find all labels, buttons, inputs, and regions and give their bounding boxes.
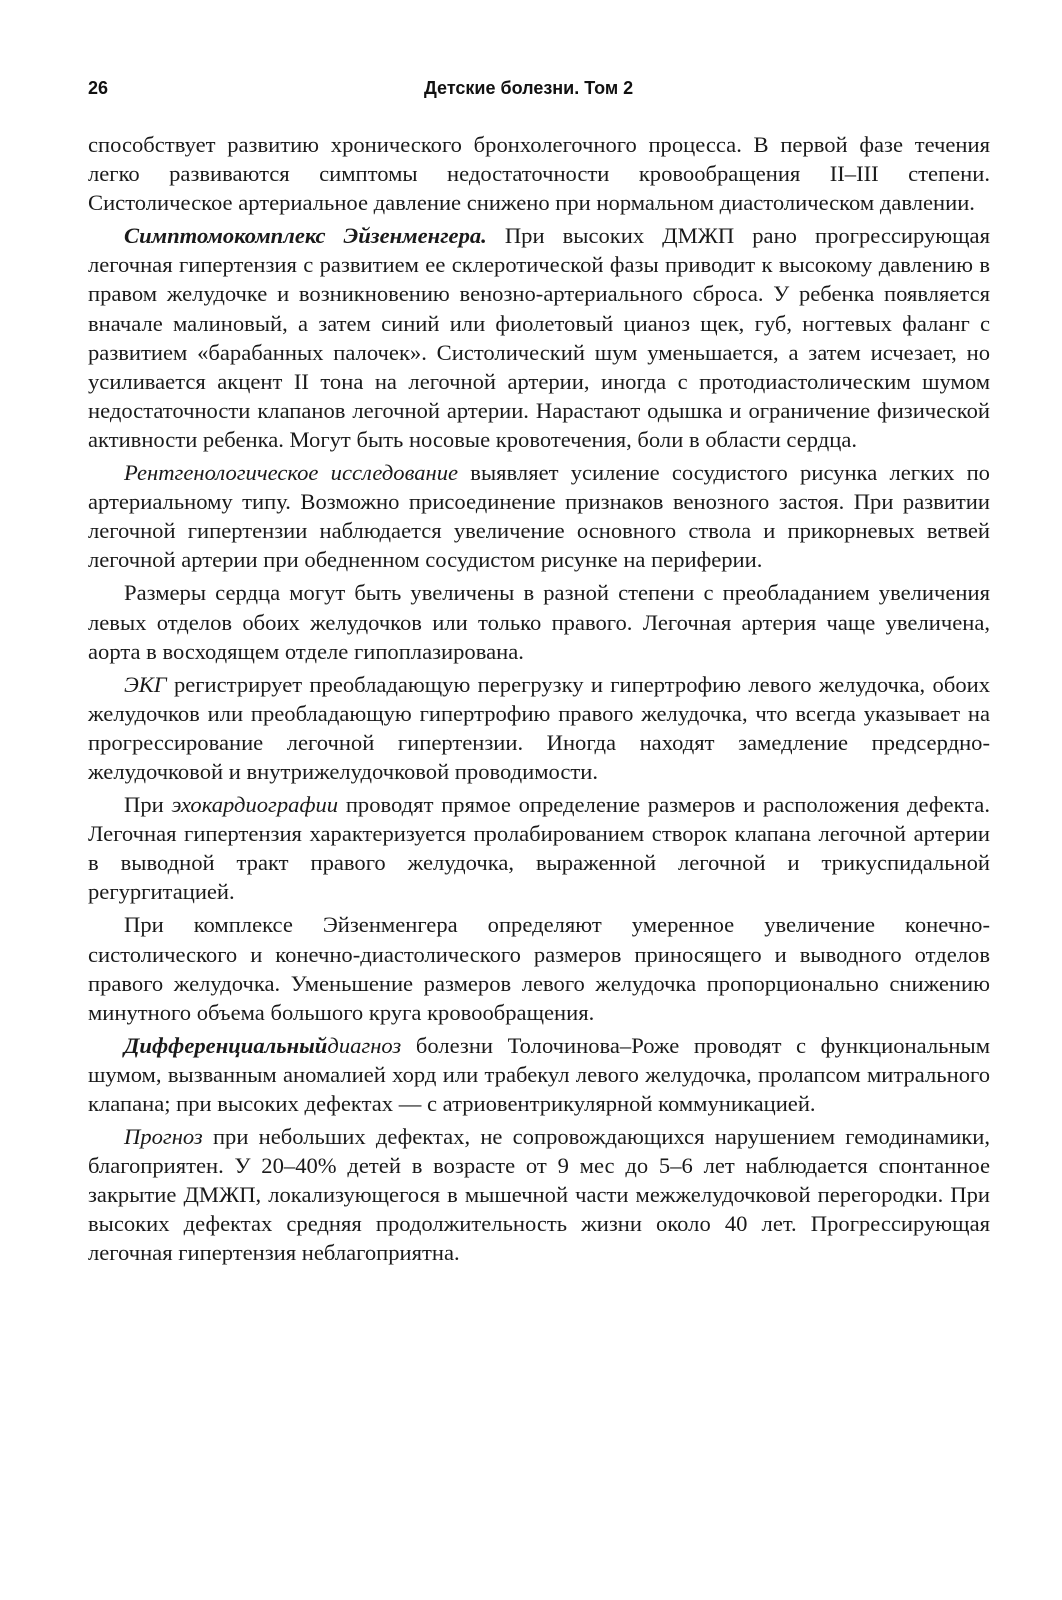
paragraph-ecg: [88, 670, 990, 786]
paragraph-text: способствует развитию хронического бронхолегочного процесса. В первой фазе течения легко развиваются симптомы недостаточности кровообращения II–III степени. Систолическое артериальное давление снижено при нормальном диастолическом давлении.: [88, 132, 990, 216]
paragraph-text: проводят прямое определение размеров и расположения дефекта. Легочная гипертензия характеризуется пролабированием створок клапана легочной артерии в выводной тракт правого желудочка, выраженной легочной и трикуспидальной регургитацией.: [88, 792, 990, 905]
paragraph-text: регистрирует преобладающую перегрузку и гипертрофию левого желудочка, обоих желудочков или преобладающую гипертрофию правого желудочка, что всегда указывает на прогрессирование легочной гипертензии. Иногда находят замедление предсердно-желудочковой и внутрижелудочковой проводимости.: [88, 671, 990, 784]
paragraph-lead: Прогноз: [124, 1124, 203, 1150]
paragraph-text: при небольших дефектах, не сопровождающихся нарушением гемодинамики, благоприятен. У 20–40% детей в возрасте от 9 мес до 5–6 лет наблюдается спонтанное закрытие ДМЖП, локализующегося в мышечной части межжелудочковой перегородки. При высоких дефектах средняя продолжительность жизни около 40 лет. Прогрессирующая легочная гипертензия неблагоприятна.: [88, 1124, 990, 1266]
paragraph-lead-2: диагноз: [327, 1032, 402, 1058]
paragraph-text: выявляет усиление сосудистого рисунка легких по артериальному типу. Возможно присоединение признаков венозного застоя. При развитии легочной гипертензии наблюдается увеличение основного ствола и прикорневых ветвей легочной артерии при обедненном сосудистом рисунке на периферии.: [88, 460, 990, 573]
paragraph-text: Размеры сердца могут быть увеличены в разной степени с преобладанием увеличения левых отделов обоих желудочков или только правого. Легочная артерия чаще увеличена, аорта в восходящем отделе гипоплазирована.: [88, 580, 990, 664]
paragraph-lead: эхокардиографии: [171, 792, 339, 818]
paragraph-text: При высоких ДМЖП рано прогрессирующая легочная гипертензия с развитием ее склеротической фазы приводит к высокому давлению в правом желудочке и возникновению венозно-артериального сброса. У ребенка появляется вначале малиновый, а затем синий или фиолетовый цианоз щек, губ, ногтевых фаланг с развитием «барабанных палочек». Систолический шум уменьшается, а затем исчезает, но усиливается акцент II тона на легочной артерии, иногда с протодиастолическим шумом недостаточности клапанов легочной артерии. Нарастают одышка и ограничение физической активности ребенка. Могут быть носовые кровотечения, боли в области сердца.: [88, 223, 990, 452]
body-text: [88, 130, 990, 1272]
running-head: [88, 74, 988, 104]
paragraph-xray: [88, 458, 990, 574]
paragraph-pre: При: [124, 792, 172, 818]
paragraph-prognosis: [88, 1122, 990, 1267]
paragraph-eisenmenger-echo: [88, 910, 990, 1026]
paragraph-continuation: [88, 130, 990, 217]
paragraph-lead: Рентгенологическое исследование: [124, 460, 459, 486]
paragraph-eisenmenger: [88, 221, 990, 454]
running-head-title: Детские болезни. Том 2: [424, 78, 634, 98]
paragraph-heart-size: [88, 578, 990, 665]
paragraph-echo: [88, 790, 990, 906]
paragraph-text: При комплексе Эйзенменгера определяют умеренное увеличение конечно-систолического и конечно-диастолического размеров приносящего и выводного отделов правого желудочка. Уменьшение размеров левого желудочка пропорционально снижению минутного объема большого круга кровообращения.: [88, 912, 990, 1025]
paragraph-text: болезни Толочинова–Роже проводят с функциональным шумом, вызванным аномалией хорд или трабекул левого желудочка, пролапсом митрального клапана; при высоких дефектах — с атриовентрикулярной коммуникацией.: [88, 1032, 990, 1116]
paragraph-lead: Симптомокомплекс Эйзенменгера.: [124, 223, 487, 249]
paragraph-lead: Дифференциальный: [124, 1032, 328, 1058]
page-number: 26: [88, 78, 109, 98]
paragraph-lead: ЭКГ: [124, 671, 167, 697]
paragraph-differential: [88, 1031, 990, 1118]
